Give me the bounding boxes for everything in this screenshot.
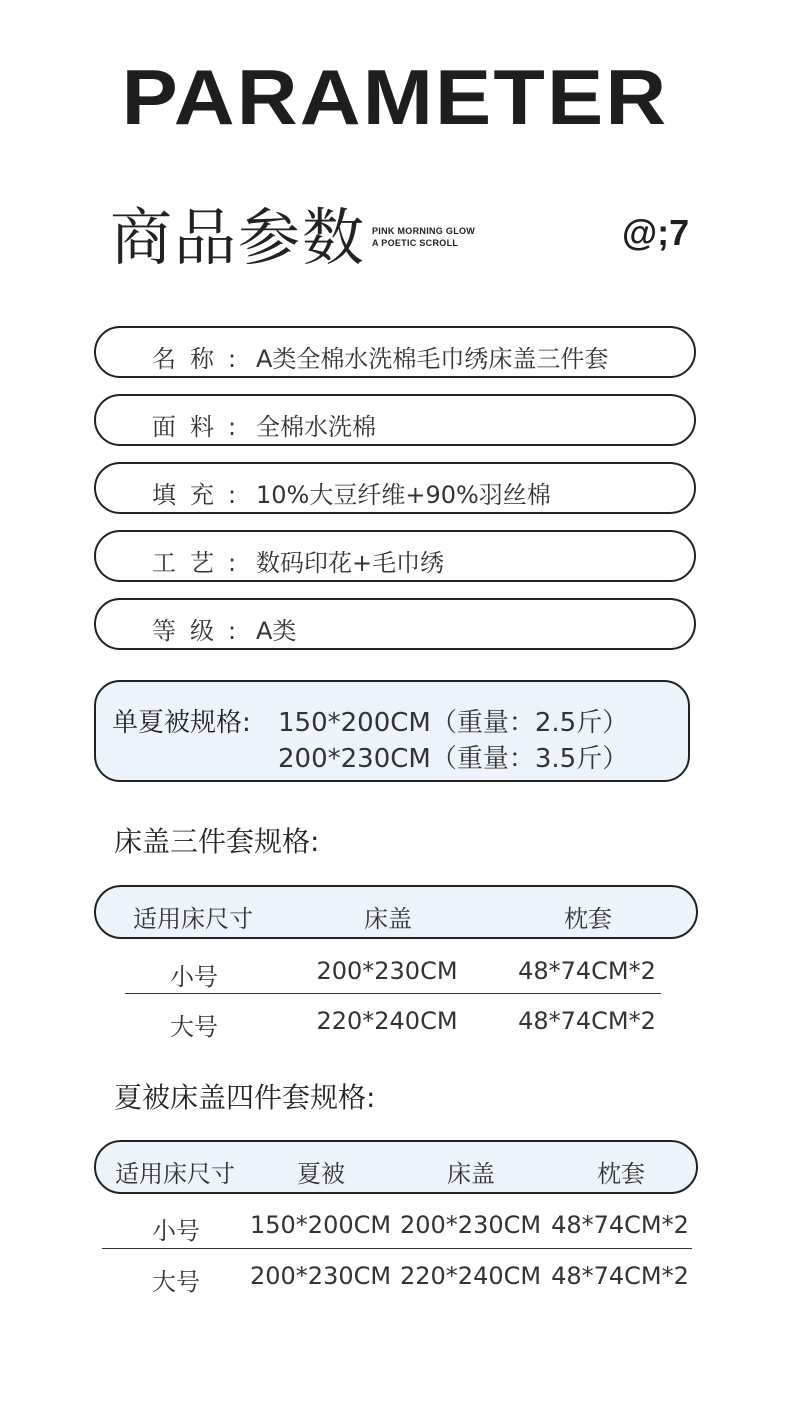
table2-header-cell: 适用床尺寸 [115,1160,235,1188]
table2-header-cell: 枕套 [597,1160,645,1188]
tagline-line-1: PINK MORNING GLOW [372,226,476,236]
table1-cell: 48*74CM*2 [518,957,656,985]
param-label: 面料: [152,413,251,441]
table1-cell: 200*230CM [316,957,458,985]
quilt-spec-label: 单夏被规格: [112,708,251,738]
banner-heading: PARAMETER [121,53,669,141]
param-row-name [94,326,696,378]
quilt-spec-line: 200*230CM（重量：3.5斤） [278,744,629,774]
table1-header [94,885,698,939]
param-label: 名称: [152,345,251,373]
quilt-spec-box [94,680,690,782]
param-label: 填充: [152,481,251,509]
table1-cell: 220*240CM [316,1007,458,1035]
table1-cell: 48*74CM*2 [518,1007,656,1035]
table2-cell: 220*240CM [400,1262,542,1290]
param-value: 10%大豆纤维+90%羽丝棉 [256,481,551,509]
brand-logo: @;7 [622,212,690,253]
table2-cell: 200*230CM [250,1262,392,1290]
table2-cell: 大号 [152,1268,200,1296]
table2-cell: 小号 [152,1217,200,1245]
param-label: 等级: [152,617,251,645]
table2-cell: 150*200CM [250,1211,392,1239]
table1-cell: 大号 [170,1013,218,1041]
table2-title: 夏被床盖四件套规格: [114,1081,376,1114]
param-row-craft [94,530,696,582]
param-value: 全棉水洗棉 [256,413,376,441]
table2-cell: 200*230CM [400,1211,542,1239]
table1-header-cell: 枕套 [564,905,612,933]
param-row-fabric [94,394,696,446]
table1-row-divider [125,993,661,994]
param-value: A类全棉水洗棉毛巾绣床盖三件套 [256,345,609,373]
param-row-grade [94,598,696,650]
table2-row-divider [102,1248,692,1249]
param-value: A类 [256,617,297,645]
tagline-line-2: A POETIC SCROLL [372,238,459,248]
param-row-filling [94,462,696,514]
table2-header-cell: 床盖 [447,1160,495,1188]
table1-cell: 小号 [170,963,218,991]
quilt-spec-line: 150*200CM（重量：2.5斤） [278,708,629,738]
table2-cell: 48*74CM*2 [551,1211,689,1239]
param-label: 工艺: [152,549,251,577]
table2-header [94,1140,698,1194]
page-title: 商品参数 [110,201,367,274]
table1-title: 床盖三件套规格: [114,825,320,858]
table2-cell: 48*74CM*2 [551,1262,689,1290]
param-value: 数码印花+毛巾绣 [256,549,445,577]
table1-header-cell: 床盖 [364,905,412,933]
table1-header-cell: 适用床尺寸 [133,905,253,933]
table2-header-cell: 夏被 [297,1160,345,1188]
